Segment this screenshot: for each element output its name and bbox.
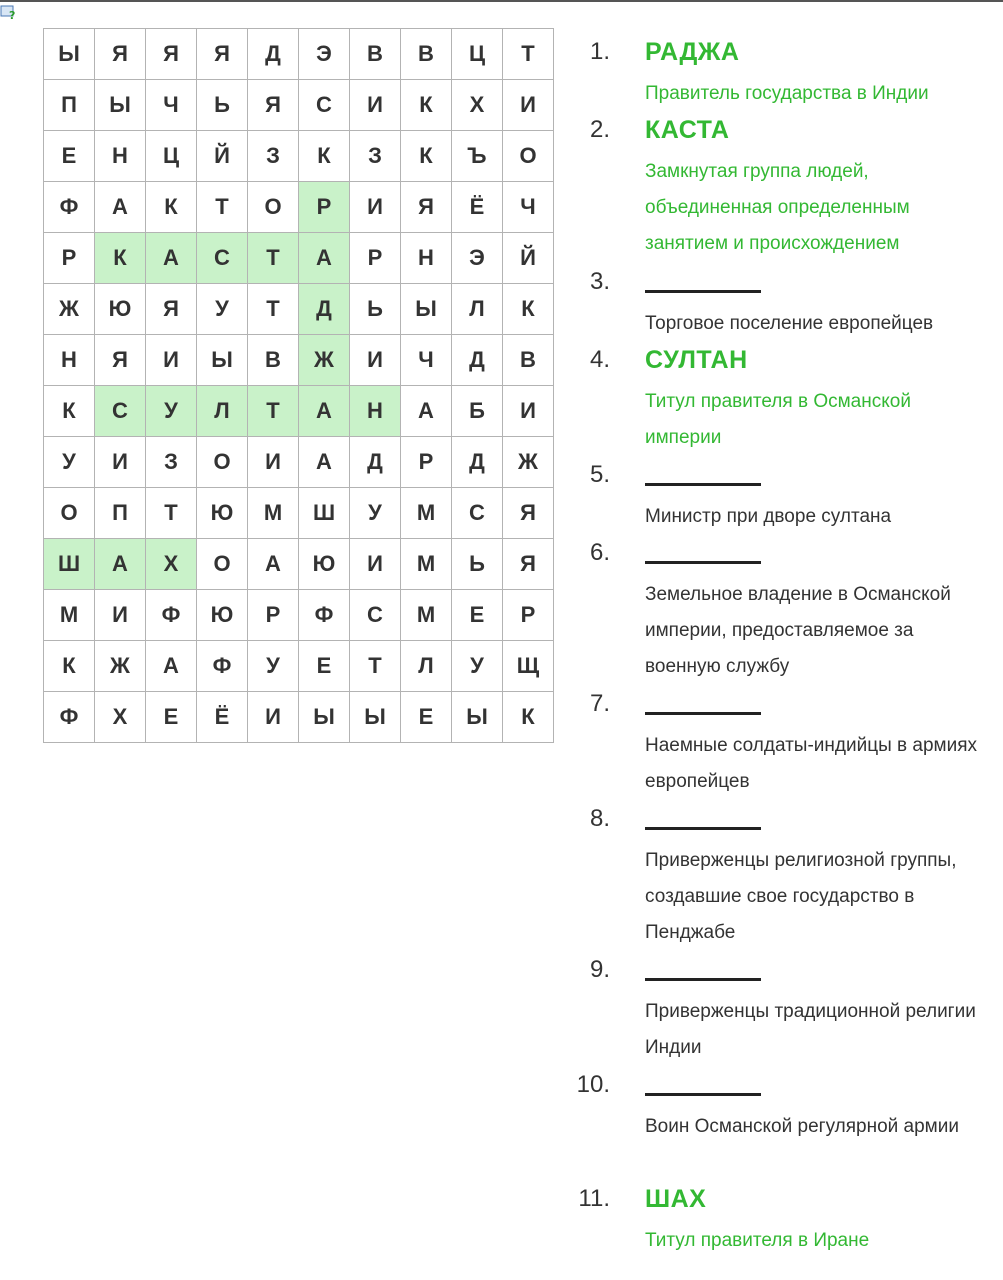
grid-cell[interactable]: Н	[44, 335, 95, 386]
grid-cell[interactable]: Я	[95, 29, 146, 80]
grid-cell[interactable]: П	[44, 80, 95, 131]
grid-cell[interactable]: А	[299, 437, 350, 488]
grid-cell[interactable]: О	[197, 437, 248, 488]
answer-blank[interactable]	[645, 561, 761, 564]
clue-description: Правитель государства в Индии	[645, 83, 929, 104]
grid-cell[interactable]: Р	[350, 233, 401, 284]
grid-cell[interactable]: Я	[146, 29, 197, 80]
grid-row	[44, 182, 554, 233]
clue-description: Замкнутая группа людей, объединенная определенным занятием и происхождением	[645, 161, 910, 254]
top-border	[0, 0, 1003, 2]
answer-blank[interactable]	[645, 712, 761, 715]
help-question-icon[interactable]	[0, 4, 16, 20]
grid-cell[interactable]: Л	[452, 284, 503, 335]
clue-description: Титул правителя в Османской империи	[645, 391, 911, 448]
grid-cell[interactable]: К	[95, 233, 146, 284]
grid-cell[interactable]: Б	[452, 386, 503, 437]
grid-cell[interactable]: Р	[401, 437, 452, 488]
grid-cell[interactable]: Ъ	[452, 131, 503, 182]
clue-number: 11.	[578, 1185, 610, 1212]
grid-cell[interactable]: Я	[401, 182, 452, 233]
grid-cell[interactable]: Ы	[299, 692, 350, 743]
grid-cell[interactable]: Р	[503, 590, 554, 641]
grid-cell[interactable]: Л	[401, 641, 452, 692]
grid-cell[interactable]: Ы	[197, 335, 248, 386]
grid-cell[interactable]: А	[95, 539, 146, 590]
grid-cell[interactable]: И	[95, 437, 146, 488]
grid-cell[interactable]: Ы	[44, 29, 95, 80]
grid-row	[44, 539, 554, 590]
clue-number: 2.	[589, 116, 610, 143]
clue-description: Воин Османской регулярной армии	[645, 1116, 959, 1137]
grid-cell[interactable]: И	[503, 386, 554, 437]
grid-cell[interactable]: Ц	[452, 29, 503, 80]
grid-cell[interactable]: В	[503, 335, 554, 386]
grid-cell[interactable]: И	[95, 590, 146, 641]
grid-cell[interactable]: Ц	[146, 131, 197, 182]
clue-description: Торговое поселение европейцев	[645, 313, 934, 334]
answer-blank[interactable]	[645, 483, 761, 486]
grid-row	[44, 488, 554, 539]
grid-cell[interactable]: Е	[452, 590, 503, 641]
grid-cell[interactable]: Т	[248, 233, 299, 284]
grid-cell[interactable]: Ф	[44, 692, 95, 743]
clue-number: 8.	[589, 805, 610, 832]
grid-cell[interactable]: О	[197, 539, 248, 590]
grid-cell[interactable]: В	[401, 29, 452, 80]
grid-cell[interactable]: Ж	[503, 437, 554, 488]
grid-cell[interactable]: К	[299, 131, 350, 182]
clue-description: Наемные солдаты-индийцы в армиях европейцев	[645, 735, 977, 792]
grid-cell[interactable]: И	[350, 182, 401, 233]
grid-cell[interactable]: Т	[146, 488, 197, 539]
grid-cell[interactable]: Т	[350, 641, 401, 692]
clue-number: 10.	[576, 1071, 610, 1098]
grid-cell[interactable]: О	[248, 182, 299, 233]
clue-description: Министр при дворе султана	[645, 506, 892, 527]
grid-cell[interactable]: Э	[299, 29, 350, 80]
grid-cell[interactable]: С	[299, 80, 350, 131]
grid-cell[interactable]: Т	[248, 284, 299, 335]
clue-number: 6.	[589, 539, 610, 566]
grid-cell[interactable]: Я	[197, 29, 248, 80]
grid-cell[interactable]: Е	[299, 641, 350, 692]
grid-cell[interactable]: Ю	[299, 539, 350, 590]
grid-cell[interactable]: У	[350, 488, 401, 539]
grid-cell[interactable]: Д	[350, 437, 401, 488]
grid-cell[interactable]: М	[248, 488, 299, 539]
grid-cell[interactable]: К	[44, 641, 95, 692]
grid-cell[interactable]: Д	[299, 284, 350, 335]
grid-row	[44, 692, 554, 743]
answer-blank[interactable]	[645, 827, 761, 830]
grid-cell[interactable]: Ь	[452, 539, 503, 590]
clue-answer: РАДЖА	[645, 38, 740, 66]
grid-cell[interactable]: А	[401, 386, 452, 437]
grid-cell[interactable]: Ф	[299, 590, 350, 641]
grid-cell[interactable]: К	[401, 131, 452, 182]
grid-cell[interactable]: У	[197, 284, 248, 335]
clue-answer: СУЛТАН	[645, 346, 748, 374]
grid-cell[interactable]: Ч	[146, 80, 197, 131]
grid-cell[interactable]: Р	[44, 233, 95, 284]
clue-answer: КАСТА	[645, 116, 730, 144]
grid-cell[interactable]: К	[503, 692, 554, 743]
grid-cell[interactable]: А	[299, 233, 350, 284]
clue-number: 7.	[589, 690, 610, 717]
grid-cell[interactable]: И	[248, 692, 299, 743]
grid-cell[interactable]: И	[248, 437, 299, 488]
grid-cell[interactable]: У	[248, 641, 299, 692]
grid-cell[interactable]: Ф	[44, 182, 95, 233]
clue-description: Земельное владение в Османской империи, предоставляемое за военную службу	[645, 584, 951, 677]
grid-cell[interactable]: Ю	[197, 488, 248, 539]
grid-cell[interactable]: Ё	[452, 182, 503, 233]
grid-cell[interactable]: У	[452, 641, 503, 692]
grid-cell[interactable]: Л	[197, 386, 248, 437]
grid-row	[44, 29, 554, 80]
grid-cell[interactable]: Я	[503, 539, 554, 590]
grid-cell[interactable]: Д	[248, 29, 299, 80]
grid-cell[interactable]: Ж	[299, 335, 350, 386]
grid-cell[interactable]: Н	[350, 386, 401, 437]
grid-cell[interactable]: Й	[197, 131, 248, 182]
grid-cell[interactable]: И	[350, 335, 401, 386]
clue-description: Приверженцы религиозной группы, создавшие свое государство в Пенджабе	[645, 850, 957, 943]
grid-cell[interactable]: А	[146, 233, 197, 284]
grid-cell[interactable]: Я	[95, 335, 146, 386]
grid-cell[interactable]: А	[299, 386, 350, 437]
grid-row	[44, 233, 554, 284]
grid-row	[44, 590, 554, 641]
grid-cell[interactable]: Х	[452, 80, 503, 131]
grid-cell[interactable]: Ж	[95, 641, 146, 692]
grid-row	[44, 335, 554, 386]
grid-cell[interactable]: Ь	[350, 284, 401, 335]
grid-cell[interactable]: С	[95, 386, 146, 437]
grid-cell[interactable]: К	[401, 80, 452, 131]
grid-cell[interactable]: М	[401, 590, 452, 641]
clue-answer: ШАХ	[645, 1185, 707, 1213]
grid-cell[interactable]: Ы	[95, 80, 146, 131]
grid-row	[44, 284, 554, 335]
grid-cell[interactable]: Р	[299, 182, 350, 233]
grid-cell[interactable]: Ш	[44, 539, 95, 590]
grid-row	[44, 641, 554, 692]
grid-cell[interactable]: Ч	[503, 182, 554, 233]
grid-row	[44, 80, 554, 131]
grid-cell[interactable]: Щ	[503, 641, 554, 692]
grid-cell[interactable]: Ы	[401, 284, 452, 335]
svg-text:?: ?	[9, 9, 16, 20]
grid-cell[interactable]: Ю	[95, 284, 146, 335]
grid-cell[interactable]: Й	[503, 233, 554, 284]
grid-cell[interactable]: Ы	[350, 692, 401, 743]
grid-cell[interactable]: Я	[503, 488, 554, 539]
grid-cell[interactable]: Н	[95, 131, 146, 182]
grid-cell[interactable]: И	[146, 335, 197, 386]
grid-cell[interactable]: К	[503, 284, 554, 335]
grid-cell[interactable]: Ш	[299, 488, 350, 539]
grid-cell[interactable]: С	[197, 233, 248, 284]
grid-cell[interactable]: Ы	[452, 692, 503, 743]
grid-cell[interactable]: Е	[146, 692, 197, 743]
grid-cell[interactable]: К	[146, 182, 197, 233]
grid-cell[interactable]: О	[44, 488, 95, 539]
grid-row	[44, 131, 554, 182]
clue-number: 3.	[589, 268, 610, 295]
grid-cell[interactable]: Э	[452, 233, 503, 284]
grid-row	[44, 386, 554, 437]
grid-cell[interactable]: В	[248, 335, 299, 386]
grid-cell[interactable]: Д	[452, 335, 503, 386]
grid-cell[interactable]: У	[146, 386, 197, 437]
grid-cell[interactable]: Я	[248, 80, 299, 131]
grid-cell[interactable]: И	[503, 80, 554, 131]
grid-cell[interactable]: Н	[401, 233, 452, 284]
grid-cell[interactable]: П	[95, 488, 146, 539]
grid-cell[interactable]: С	[350, 590, 401, 641]
grid-cell[interactable]: Ф	[146, 590, 197, 641]
grid-cell[interactable]: Х	[95, 692, 146, 743]
grid-cell[interactable]: Р	[248, 590, 299, 641]
answer-blank[interactable]	[645, 1093, 761, 1096]
grid-cell[interactable]: А	[95, 182, 146, 233]
grid-cell[interactable]: Т	[248, 386, 299, 437]
grid-cell[interactable]: Ж	[44, 284, 95, 335]
grid-cell[interactable]: У	[44, 437, 95, 488]
grid-cell[interactable]: О	[503, 131, 554, 182]
grid-cell[interactable]: М	[44, 590, 95, 641]
answer-blank[interactable]	[645, 978, 761, 981]
grid-cell[interactable]: К	[44, 386, 95, 437]
grid-cell[interactable]: З	[350, 131, 401, 182]
grid-cell[interactable]: Д	[452, 437, 503, 488]
clue-number: 1.	[589, 38, 610, 65]
grid-cell[interactable]: Х	[146, 539, 197, 590]
grid-cell[interactable]: Е	[44, 131, 95, 182]
grid-cell[interactable]: И	[350, 539, 401, 590]
grid-cell[interactable]: С	[452, 488, 503, 539]
grid-cell[interactable]: Ё	[197, 692, 248, 743]
grid-cell[interactable]: Ф	[197, 641, 248, 692]
grid-row	[44, 437, 554, 488]
grid-cell[interactable]: Ю	[197, 590, 248, 641]
grid-cell[interactable]: Ч	[401, 335, 452, 386]
grid-cell[interactable]: И	[350, 80, 401, 131]
grid-cell[interactable]: А	[146, 641, 197, 692]
clue-number: 5.	[589, 461, 610, 488]
grid-cell[interactable]: В	[350, 29, 401, 80]
clue-number: 9.	[589, 956, 610, 983]
grid-cell[interactable]: М	[401, 539, 452, 590]
clue-description: Приверженцы традиционной религии Индии	[645, 1001, 976, 1058]
grid-cell[interactable]: Е	[401, 692, 452, 743]
clue-description: Титул правителя в Иране	[645, 1230, 870, 1251]
grid-cell[interactable]: Т	[503, 29, 554, 80]
grid-cell[interactable]: Ь	[197, 80, 248, 131]
grid-cell[interactable]: М	[401, 488, 452, 539]
clue-number: 4.	[589, 346, 610, 373]
grid-cell[interactable]: Я	[146, 284, 197, 335]
grid-cell[interactable]: Т	[197, 182, 248, 233]
grid-cell[interactable]: А	[248, 539, 299, 590]
word-search-grid	[43, 28, 554, 743]
answer-blank[interactable]	[645, 290, 761, 293]
grid-cell[interactable]: З	[146, 437, 197, 488]
grid-cell[interactable]: З	[248, 131, 299, 182]
